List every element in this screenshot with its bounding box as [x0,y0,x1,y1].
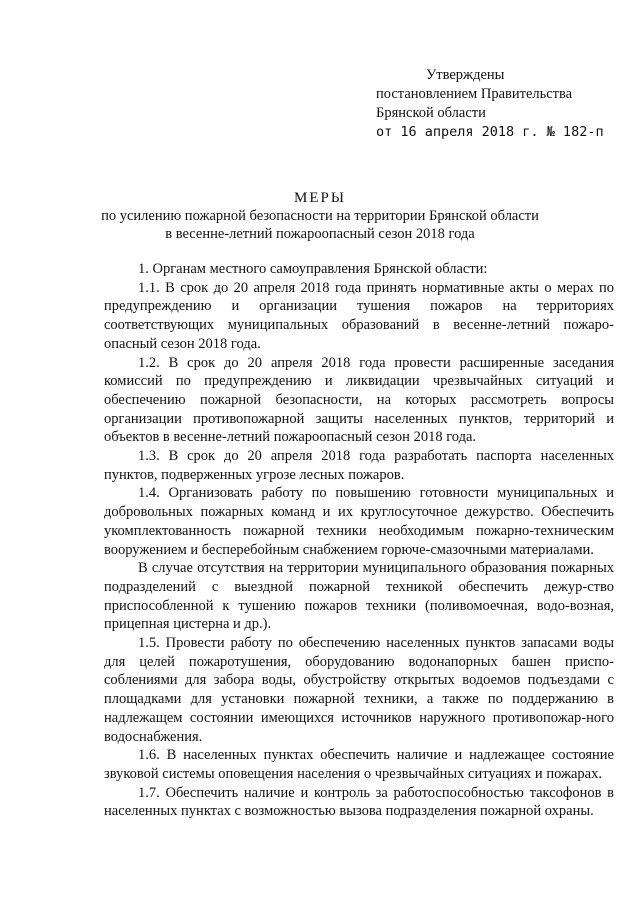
document-title: МЕРЫ [294,190,346,206]
paragraph-1-6: 1.6. В населенных пунктах обеспечить наличие и надлежащее состояние звуковой системы оповещения населения о чрезвычайных ситуациях и пожарах. [104,747,614,782]
approval-authority: постановлением Правительства [376,86,573,102]
approval-block [376,66,604,142]
paragraph-1-5: 1.5. Провести работу по обеспечению населенных пунктов запасами воды для целей пожаротушения, оборудованию водонапорных башен приспо-соблениями для забора воды, обустройству открытых водоемов подъездами с площадками для установки пожарной техники, а также по поддержанию в надлежащем состоянии имеющихся источников наружного противопожар-ного водоснабжения. [104,635,614,745]
paragraph-1-1: 1.1. В срок до 20 апреля 2018 года принять нормативные акты о мерах по предупреждению и организации тушения пожаров на территориях соответствующих муниципальных образований в весенне-летний пожаро-опасный сезон 2018 года. [104,279,614,352]
document-subtitle [0,207,640,243]
approval-decree-number: от 16 апреля 2018 г. № 182-п [376,124,604,140]
document-body [104,260,614,821]
paragraph-1-7: 1.7. Обеспечить наличие и контроль за работоспособностью таксофонов в населенных пунктах с возможностью вызова подразделения пожарной охраны. [104,784,614,820]
approval-heading: Утверждены [426,67,505,83]
approval-region: Брянской области [376,105,486,121]
subtitle-line-2: в весенне-летний пожароопасный сезон 2018 года [165,226,475,242]
paragraph-1-4: 1.4. Организовать работу по повышению готовности муниципальных и добровольных пожарных команд и их круглосуточное дежурство. Обеспечить укомплектованность пожарной техники необходимым пожарно-техническим вооружением и бесперебойным снабжением горюче-смазочными материалами. [104,485,614,558]
paragraph-1-3: 1.3. В срок до 20 апреля 2018 года разработать паспорта населенных пунктов, подверженных угрозе лесных пожаров. [104,448,614,483]
paragraph-1-2: 1.2. В срок до 20 апреля 2018 года провести расширенные заседания комиссий по предупреждению и ликвидации чрезвычайных ситуаций и обеспечению пожарной безопасности, на которых рассмотреть вопросы организации противопожарной защиты населенных пунктов, территорий и объектов в весенне-летний пожароопасный сезон 2018 года. [104,354,614,446]
subtitle-line-1: по усилению пожарной безопасности на территории Брянской области [101,208,539,224]
paragraph-1: 1. Органам местного самоуправления Брянской области: [138,261,488,277]
paragraph-1-4-note: В случае отсутствия на территории муниципального образования пожарных подразделений с выездной пожарной техникой обеспечить дежур-ство приспособленной к тушению пожаров техники (поливомоечная, водо-возная, прицепная цистерна и др.). [104,560,614,633]
